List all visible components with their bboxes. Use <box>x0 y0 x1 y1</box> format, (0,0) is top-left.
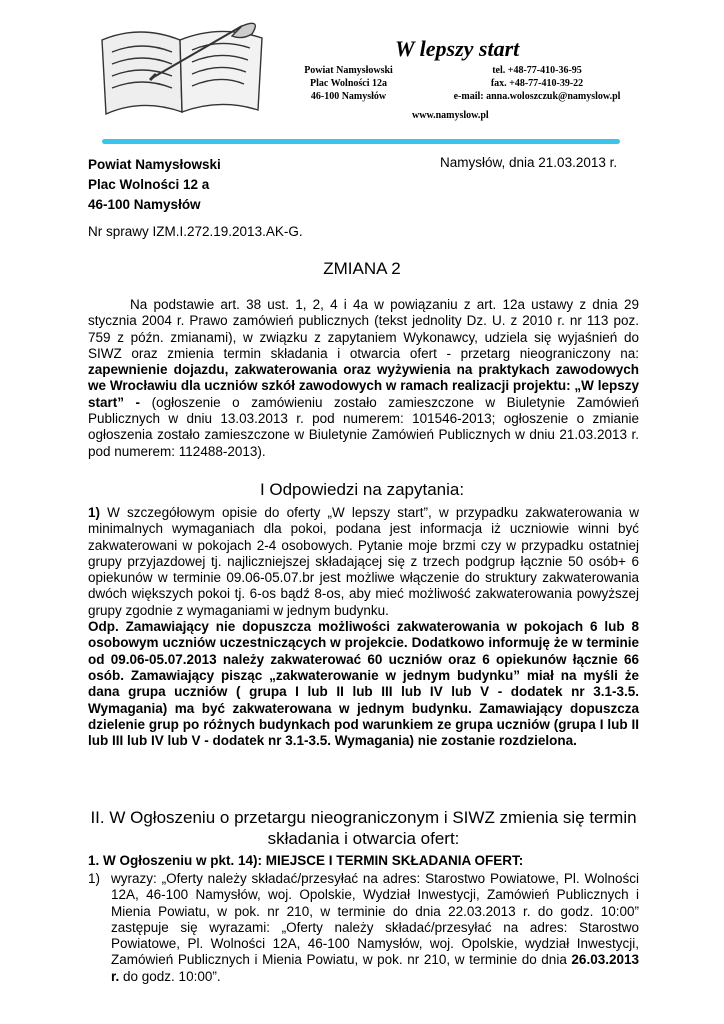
address-line: Powiat Namysłowski <box>88 157 221 172</box>
letterhead-street: Plac Wolności 12a <box>309 78 388 89</box>
list-item-end: do godz. 10:00”. <box>119 968 221 984</box>
case-number: Nr sprawy IZM.I.272.19.2013.AK-G. <box>88 224 303 239</box>
new-deadline: 26.03.2013 r. <box>111 952 639 984</box>
document-title: ZMIANA 2 <box>323 259 401 278</box>
letterhead-address <box>286 64 411 103</box>
intro-paragraph <box>88 297 639 460</box>
letterhead-contact <box>432 64 642 103</box>
letterhead-fax: fax. +48-77-410-39-22 <box>490 78 584 89</box>
section2-heading: II. W Ogłoszeniu o przetargu nieograniczonym i SIWZ zmienia się termin składania i otwarcia ofert: <box>90 808 637 848</box>
intro-notice: (ogłoszenie o zamówieniu zostało zamieszczone w Biuletynie Zamówień Publicznych w dniu 13.03.2013 r. pod numerem: 101546-2013; ogłoszenie o zmianie ogłoszenia zostało zamieszczone w Biuletynie Zamówień Publicznych w dniu 21.03.2013 r. pod numerem: 112488-2013). <box>88 394 639 459</box>
list-item-text: wyrazy: „Oferty należy składać/przesyłać na adres: Starostwo Powiatowe, Pl. Wolności 12A, 46-100 Namysłów, woj. Opolskie, Wydział Inwestycji, Zamówień Publicznych i Mienia Powiatu, w pok. nr 210, w terminie do dnia 22.03.2013 r. do godz. 10:00” zastępuje się wyrazami: „Oferty należy składać/przesyłać na adres: Starostwo Powiatowe, Pl. Wolności 12A, 46-100 Namysłów, woj. Opolskie, wydział Inwestycji, Zamówień Publicznych i Mienia Powiatu, w pok. nr 210, w terminie do dnia <box>111 871 639 968</box>
letterhead-city: 46-100 Namysłów <box>310 91 387 102</box>
brand-title: W lepszy start <box>395 36 520 61</box>
intro-subject: zapewnienie dojazdu, zakwaterowania oraz wyżywienia na praktykach zawodowych we Wrocławiu dla uczniów szkół zawodowych w ramach realizacji projektu: „W lepszy start” - <box>88 362 639 410</box>
list-item-number: 1) <box>88 871 101 886</box>
section1-heading: I Odpowiedzi na zapytania: <box>259 480 465 499</box>
question-text: W szczegółowym opisie do oferty „W lepszy start”, w przypadku zakwaterowania w minimalnych wymaganiach dla pokoi, podana jest informacja iż uczniowie winni być zakwaterowani w pokojach 2-4 osobowych. Pytanie moje brzmi czy w przypadku ostatniej grupy przyjazdowej tj. najliczniejszej składającej się z trzech podgrup łącznie 50 osób+ 6 opiekunów w terminie 09.06-05.07.br jest możliwe włączenie do struktury zakwaterowania dwóch większych pokoi tj. 6-os bądź 8-os, aby mieć możliwość zakwaterowania powyższej grupy zgodnie z wymaganiami w jednym budynku. <box>88 505 639 618</box>
letterhead-website[interactable]: www.namyslow.pl <box>412 110 489 121</box>
answer-text: Odp. Zamawiający nie dopuszcza możliwości zakwaterowania w pokojach 6 lub 8 osobowym uczniów uczestniczących w projekcie. Dodatkowo informuję że w terminie od 09.06-05.07.2013 należy zakwaterować 60 uczniów oraz 6 opiekunów łącznie 66 osób. Zamawiający pisząc „zakwaterowanie w jednym budynku” miał na myśli że dana grupa uczniów ( grupa I lub II lub III lub IV lub V - dodatek nr 3.1-3.5. Wymagania) ma być zakwaterowana w jednym budynku. Zamawiający dopuszcza dzielenie grup po różnych budynkach pod warunkiem ze grupa uczniów (grupa I lub II lub III lub IV lub V - dodatek nr 3.1-3.5. Wymagania) nie zostanie rozdzielona. <box>88 619 639 749</box>
list-item <box>88 871 639 985</box>
address-line: 46-100 Namysłów <box>88 197 201 212</box>
question <box>88 505 639 619</box>
letterhead-org: Powiat Namysłowski <box>304 65 393 76</box>
notebook-quill-logo <box>92 18 272 118</box>
section2-subheading: 1. W Ogłoszeniu w pkt. 14): MIEJSCE I TERMIN SKŁADANIA OFERT: <box>88 853 524 868</box>
list-item-body <box>111 871 639 985</box>
answer <box>88 619 639 749</box>
recipient-address <box>88 155 221 215</box>
question-number: 1) <box>88 505 101 520</box>
document-date: Namysłów, dnia 21.03.2013 r. <box>440 155 618 170</box>
question-answer-block <box>88 505 639 749</box>
intro-text: Na podstawie art. 38 ust. 1, 2, 4 i 4a w powiązaniu z art. 12a ustawy z dnia 29 stycznia 2004 r. Prawo zamówień publicznych (tekst jednolity Dz. U. z 2010 r. nr 113 poz. 759 z późn. zmianami), w związku z zapytaniem Wykonawcy, udziela się wyjaśnień do SIWZ oraz zmienia termin składania i otwarcia ofert - przetarg nieograniczony na: <box>88 297 639 361</box>
letterhead-email[interactable]: e-mail: anna.woloszczuk@namyslow.pl <box>453 91 621 102</box>
header-divider <box>102 139 620 144</box>
letterhead-tel: tel. +48-77-410-36-95 <box>492 65 582 76</box>
address-line: Plac Wolności 12 a <box>88 177 210 192</box>
